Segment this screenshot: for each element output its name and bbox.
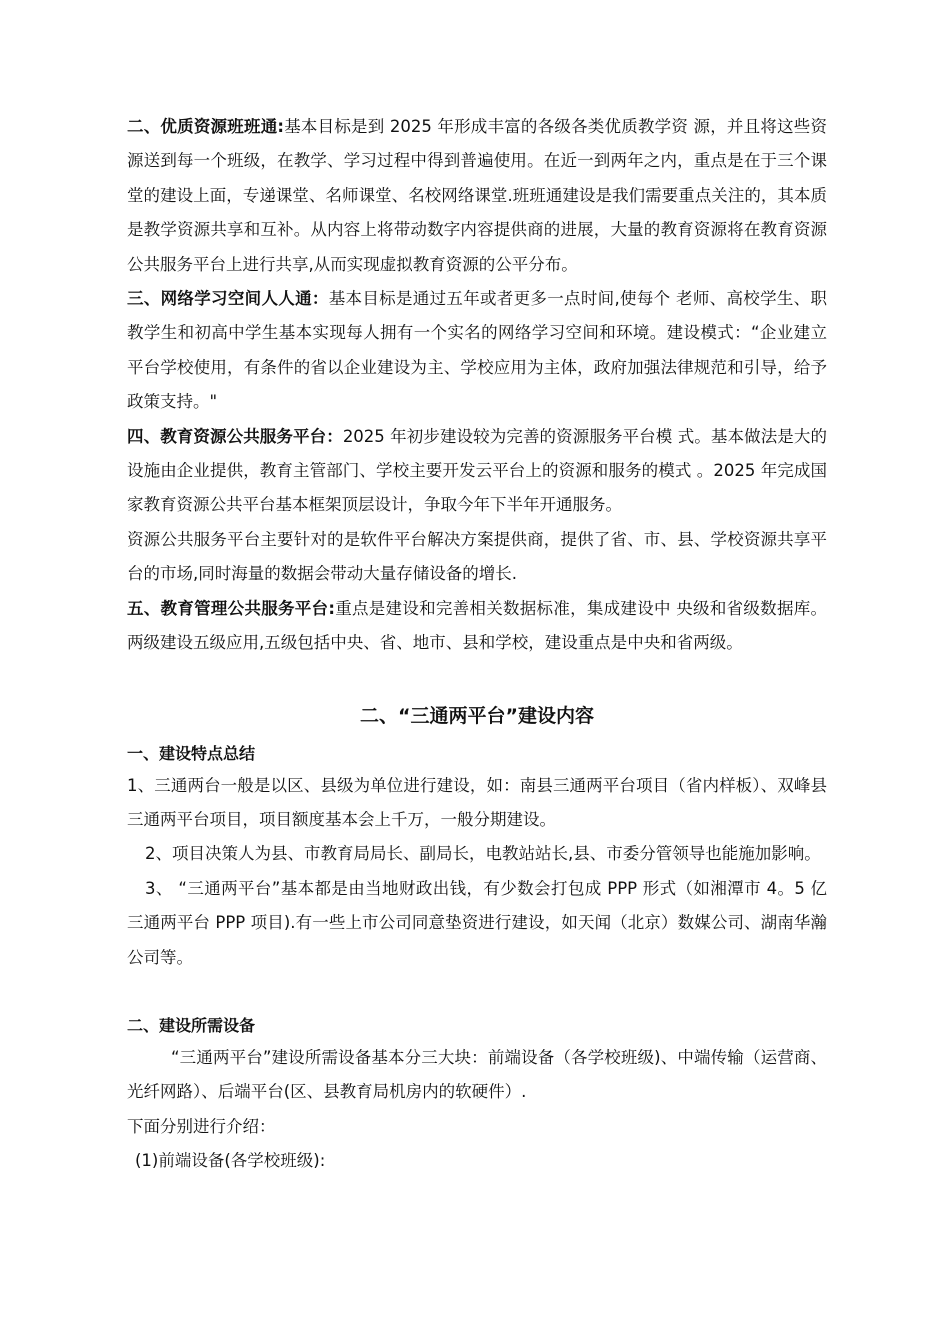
section-three-text: 基本目标是通过五年或者更多一点时间,使每个 老师、高校学生、职教学生和初高中学生基本实现每人拥有一个实名的网络学习空间和环境。建设模式：“企业建立平台学校使用，有条件的省以企业建设为主、学校应用为主体，政府加强法律规范和引导，给予政策支持。" bbox=[127, 289, 827, 412]
section-two-paragraph bbox=[127, 110, 827, 282]
subheading-construction-features: 一、建设特点总结 bbox=[127, 743, 256, 763]
part-two-title: 二、“三通两平台”建设内容 bbox=[360, 704, 594, 727]
section-two-heading: 二、优质资源班班通: bbox=[127, 117, 284, 136]
equipment-intro-paragraph: “三通两平台”建设所需设备基本分三大块：前端设备（各学校班级)、中端传输（运营商、光纤网路）、后端平台(区、县教育局机房内的软硬件）. bbox=[127, 1047, 827, 1102]
section-five-heading: 五、教育管理公共服务平台: bbox=[127, 598, 335, 618]
section-four-heading: 四、教育资源公共服务平台： bbox=[127, 426, 343, 446]
features-item-two: 2、项目决策人为县、市教育局局长、副局长，电教站站长,县、市委分管领导也能施加影响。 bbox=[145, 844, 821, 864]
section-two-text: 基本目标是到 2025 年形成丰富的各级各类优质教学资 源，并且将这些资源送到每一个班级，在教学、学习过程中得到普遍使用。在近一到两年之内，重点是在于三个课堂的建设上面，专递课堂、名师课堂、名校网络课堂.班班通建设是我们需要重点关注的，其本质是教学资源共享和互补。从内容上将带动数字内容提供商的进展，大量的教育资源将在教育资源公共服务平台上进行共享,从而实现虚拟教育资源的公平分布。 bbox=[127, 117, 827, 274]
section-four-text: 2025 年初步建设较为完善的资源服务平台模 式。基本做法是大的设施由企业提供，教育主管部门、学校主要开发云平台上的资源和服务的模式 。2025 年完成国家教育资源公共平台基本框架顶层设计，争取今年下半年开通服务。 bbox=[127, 426, 828, 515]
section-four-extra-paragraph: 资源公共服务平台主要针对的是软件平台解决方案提供商，提供了省、市、县、学校资源共享平台的市场,同时海量的数据会带动大量存储设备的增长. bbox=[127, 529, 827, 584]
spacer bbox=[127, 661, 827, 699]
features-item-one: 1、三通两台一般是以区、县级为单位进行建设，如：南县三通两平台项目（省内样板）、双峰县三通两平台项目，项目额度基本会上千万，一般分期建设。 bbox=[127, 775, 827, 829]
section-three-heading: 三、网络学习空间人人通： bbox=[127, 289, 329, 309]
subheading-required-equipment: 二、建设所需设备 bbox=[127, 1015, 256, 1035]
section-four-paragraph bbox=[127, 420, 827, 523]
section-five-paragraph bbox=[127, 592, 827, 661]
spacer bbox=[127, 975, 827, 1011]
front-end-equipment-item: (1)前端设备(各学校班级): bbox=[135, 1151, 326, 1171]
features-item-three: 3、 “三通两平台”基本都是由当地财政出钱，有少数会打包成 PPP 形式（如湘潭市 4。5 亿三通两平台 PPP 项目).有一些上市公司同意垫资进行建设，如天闻（北京）数媒公司、湖南华瀚公司等。 bbox=[127, 878, 827, 967]
equipment-lead-in: 下面分别进行介绍： bbox=[127, 1116, 276, 1136]
section-five-text: 重点是建设和完善相关数据标准，集成建设中 央级和省级数据库。两级建设五级应用,五级包括中央、省、地市、县和学校，建设重点是中央和省两级。 bbox=[127, 598, 827, 653]
section-three-paragraph bbox=[127, 282, 827, 420]
document-page bbox=[127, 110, 827, 1179]
